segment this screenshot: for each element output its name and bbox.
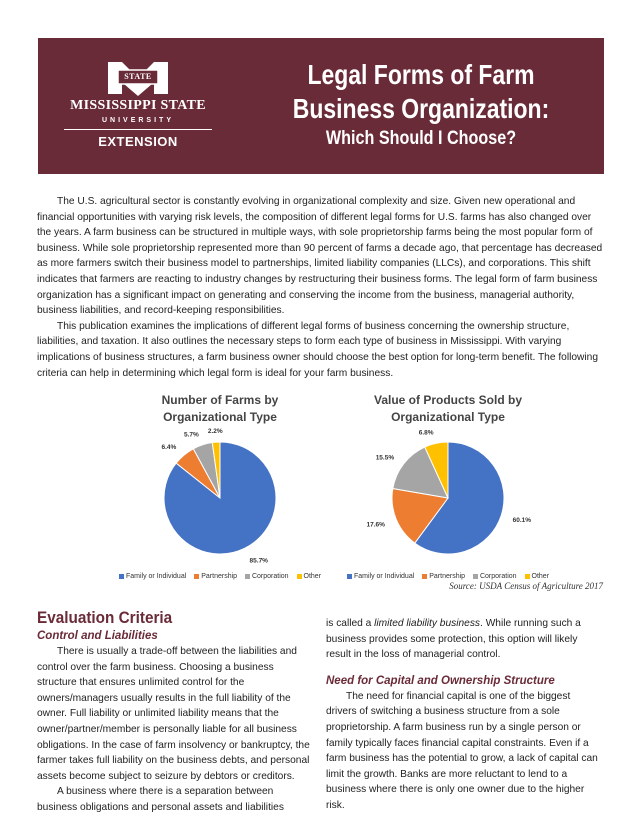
logo-name: MISSISSIPPI STATE xyxy=(70,98,206,113)
legend-swatch xyxy=(297,574,302,579)
legend-item-corporation xyxy=(473,573,517,580)
msu-extension-logo xyxy=(38,38,238,174)
data-label-corporation: 5.7% xyxy=(183,431,199,439)
data-label-family: 85.7% xyxy=(249,557,268,565)
chart-title xyxy=(318,392,578,426)
title-line-2: Business Organization: xyxy=(292,93,550,124)
legend-swatch xyxy=(525,574,530,579)
intro-paragraph-1: The U.S. agricultural sector is constantly evolving in organizational complexity and size. Given new operational and financial opportunities with varying risk levels, the composition of different legal forms for U.S. farms has also changed over the years. A farm business can be structured in multiple ways, with sole proprietorship farms being the most popular form of business. While sole proprietorship represented more than 90 percent of farms a decade ago, that percentage has decreased as more farmers switch their business model to partnerships, limited liability companies (LLCs), and corporations. This shift indicates that farmers are reacting to industry changes by restructuring their business forms. The legal form of farm business organization has a significant impact on generating and conserving the income from the business, managerial authority, business liabilities, and record-keeping responsibilities. xyxy=(37,196,603,317)
chart-source: Source: USDA Census of Agriculture 2017 xyxy=(449,581,603,591)
chart-title-line-1: Number of Farms by xyxy=(161,393,279,407)
chart-title-line-1: Value of Products Sold by xyxy=(373,393,523,407)
emphasis-limited-liability: limited liability business xyxy=(374,618,481,629)
data-label-partnership: 6.4% xyxy=(161,443,177,451)
intro-section xyxy=(37,194,603,381)
legend-label: Other xyxy=(531,573,550,580)
legend-swatch xyxy=(119,574,124,579)
paragraph-control-liabilities: There is usually a trade-off between the liabilities and control over the farm business. Choosing a business structure that ensures unlimited control for the owners/managers usually results in the full liability of the owner. Full liability or unlimited liability means that the owner/partner/member is personally liable for all business obligations. In the case of farm insolvency or bankruptcy, the farmer takes full liability on the business debts, and personal assets become subject to seizure by debtors or creditors. xyxy=(37,646,310,782)
column-left xyxy=(37,608,314,816)
chart-title-line-2: Organizational Type xyxy=(163,410,277,424)
header-banner xyxy=(38,38,604,174)
legend-swatch xyxy=(422,574,427,579)
legend-label: Other xyxy=(303,573,322,580)
legend-swatch xyxy=(347,574,352,579)
chart-number-of-farms xyxy=(90,388,350,588)
section-heading: Evaluation Criteria xyxy=(37,608,173,627)
data-label-partnership: 17.6% xyxy=(366,521,385,529)
msu-shield-icon xyxy=(38,38,238,98)
legend-item-family xyxy=(347,573,414,580)
legend-item-corporation xyxy=(245,573,289,580)
legend-swatch xyxy=(473,574,478,579)
logo-extension: EXTENSION xyxy=(98,134,178,149)
column-right xyxy=(326,616,603,814)
data-label-corporation: 15.5% xyxy=(375,454,395,462)
subtitle: Which Should I Choose? xyxy=(325,128,517,149)
intro-paragraph-2: This publication examines the implications of different legal forms of business concerning the ownership structure, liabilities, and taxation. It also outlines the necessary steps to form each type of business in Mississippi. With varying implications of business structures, a farm business owner should choose the best option for long-term benefit. The following criteria can help in determining which legal form is ideal for your farm business. xyxy=(37,320,598,379)
legend-swatch xyxy=(194,574,199,579)
legend-item-partnership xyxy=(194,573,237,580)
paragraph-limited-liability: A business where there is a separation between business obligations and personal assets and liabilities xyxy=(37,786,284,813)
chart-legend xyxy=(318,573,578,580)
legend-item-other xyxy=(525,573,550,580)
legend-label: Partnership xyxy=(429,573,466,580)
data-label-family: 60.1% xyxy=(512,517,532,525)
paragraph-capital-ownership: The need for financial capital is one of the biggest drivers of switching a business structure from a sole proprietorship. A farm business run by a single person or family typically faces financial capital constraints. Even if a farm business has the potential to grow, a lack of capital can limit the growth. Banks are more reluctant to lend to a business where there is only one owner due to the higher risk. xyxy=(326,690,598,811)
paragraph-limited-liability-continued xyxy=(326,616,603,663)
chart-title-line-2: Organizational Type xyxy=(391,410,505,424)
chart-title xyxy=(90,392,350,426)
text-run: is called a xyxy=(326,618,375,629)
document-title xyxy=(238,58,604,152)
legend-item-partnership xyxy=(422,573,465,580)
logo-shield-text: STATE xyxy=(124,72,152,81)
logo-divider xyxy=(64,129,212,130)
legend-label: Corporation xyxy=(479,573,517,580)
legend-label: Family or Individual xyxy=(353,573,415,580)
spacer xyxy=(326,663,603,673)
legend-label: Corporation xyxy=(251,573,289,580)
data-label-other: 2.2% xyxy=(207,428,223,436)
subheading-control-liabilities: Control and Liabilities xyxy=(37,630,158,642)
legend-label: Family or Individual xyxy=(125,573,187,580)
logo-university: UNIVERSITY xyxy=(101,117,174,124)
chart-legend xyxy=(90,573,350,580)
text-run: . While running such a business provides some protection, this option will likely result in the loss of managerial control. xyxy=(326,618,581,661)
data-label-other: 6.8% xyxy=(418,429,434,437)
legend-item-family xyxy=(119,573,186,580)
legend-swatch xyxy=(245,574,250,579)
subheading-capital-ownership: Need for Capital and Ownership Structure xyxy=(326,674,555,687)
legend-label: Partnership xyxy=(201,573,238,580)
chart-value-of-products xyxy=(318,388,578,588)
title-line-1: Legal Forms of Farm xyxy=(307,59,535,90)
